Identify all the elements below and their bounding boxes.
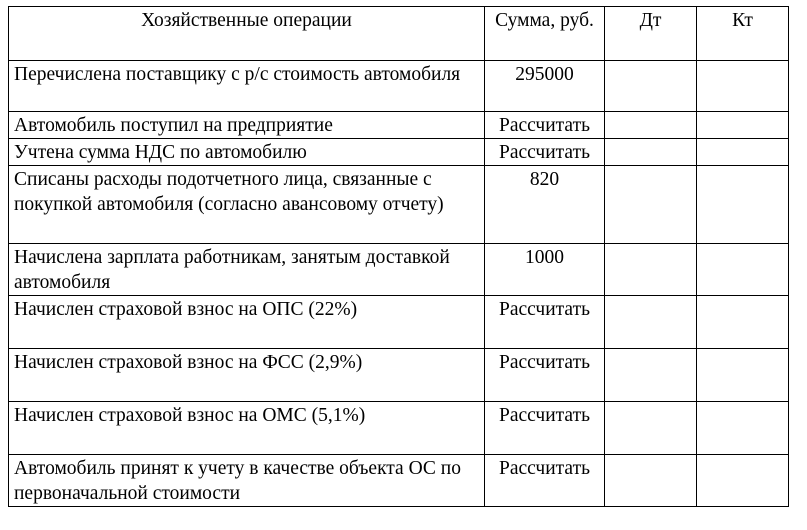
amount-cell: Рассчитать [485, 349, 605, 402]
amount-cell: 295000 [485, 61, 605, 112]
amount-cell: 820 [485, 166, 605, 244]
table-row [9, 455, 789, 507]
amount-cell: 1000 [485, 244, 605, 296]
credit-cell[interactable] [697, 61, 789, 112]
table-header-row [9, 7, 789, 61]
table-row [9, 296, 789, 349]
amount-cell: Рассчитать [485, 139, 605, 166]
credit-cell[interactable] [697, 402, 789, 455]
header-debit: Дт [605, 7, 697, 61]
operation-cell: Начислен страховой взнос на ОПС (22%) [9, 296, 485, 349]
credit-cell[interactable] [697, 244, 789, 296]
header-amount: Сумма, руб. [485, 7, 605, 61]
amount-cell: Рассчитать [485, 402, 605, 455]
table-row [9, 166, 789, 244]
debit-cell[interactable] [605, 166, 697, 244]
credit-cell[interactable] [697, 455, 789, 507]
debit-cell[interactable] [605, 402, 697, 455]
debit-cell[interactable] [605, 244, 697, 296]
credit-cell[interactable] [697, 139, 789, 166]
credit-cell[interactable] [697, 112, 789, 139]
amount-cell: Рассчитать [485, 112, 605, 139]
operation-cell: Начислен страховой взнос на ФСС (2,9%) [9, 349, 485, 402]
credit-cell[interactable] [697, 349, 789, 402]
debit-cell[interactable] [605, 139, 697, 166]
table-row [9, 139, 789, 166]
table-row [9, 112, 789, 139]
credit-cell[interactable] [697, 296, 789, 349]
operations-table [8, 6, 789, 507]
header-credit: Кт [697, 7, 789, 61]
operation-cell: Учтена сумма НДС по автомобилю [9, 139, 485, 166]
table-row [9, 244, 789, 296]
amount-cell: Рассчитать [485, 455, 605, 507]
debit-cell[interactable] [605, 61, 697, 112]
debit-cell[interactable] [605, 349, 697, 402]
operation-cell: Автомобиль принят к учету в качестве объекта ОС по первоначальной стоимости [9, 455, 485, 507]
debit-cell[interactable] [605, 296, 697, 349]
header-operation: Хозяйственные операции [9, 7, 485, 61]
operation-cell: Начислен страховой взнос на ОМС (5,1%) [9, 402, 485, 455]
operation-cell: Начислена зарплата работникам, занятым доставкой автомобиля [9, 244, 485, 296]
operation-cell: Списаны расходы подотчетного лица, связанные с покупкой автомобиля (согласно авансовому отчету) [9, 166, 485, 244]
credit-cell[interactable] [697, 166, 789, 244]
debit-cell[interactable] [605, 455, 697, 507]
table-row [9, 402, 789, 455]
operation-cell: Перечислена поставщику с р/с стоимость автомобиля [9, 61, 485, 112]
amount-cell: Рассчитать [485, 296, 605, 349]
table-row [9, 349, 789, 402]
table-row [9, 61, 789, 112]
debit-cell[interactable] [605, 112, 697, 139]
operation-cell: Автомобиль поступил на предприятие [9, 112, 485, 139]
